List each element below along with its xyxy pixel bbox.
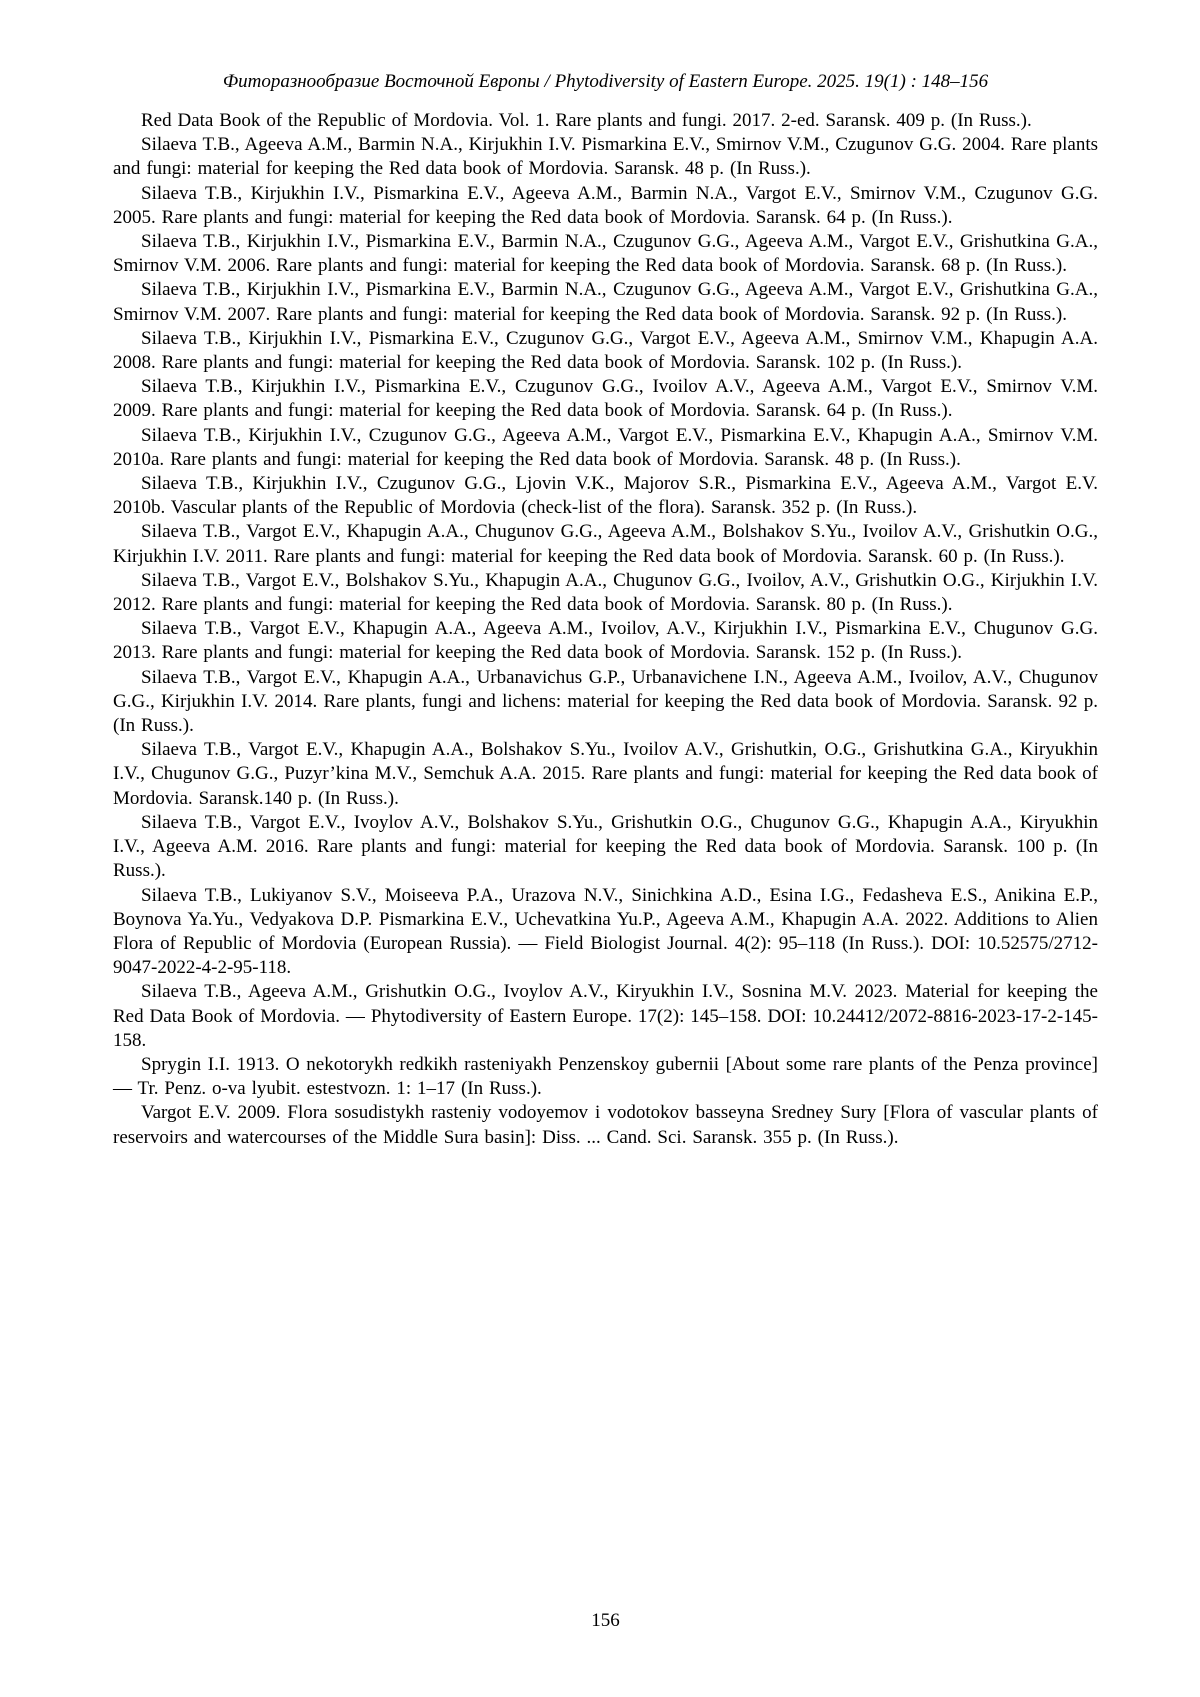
references-list bbox=[113, 109, 1098, 1150]
page-number: 156 bbox=[591, 1610, 620, 1631]
reference-entry: Silaeva T.B., Lukiyanov S.V., Moiseeva P.A., Urazova N.V., Sinichkina A.D., Esina I.G., Fedasheva E.S., Anikina E.P., Boynova Ya.Yu., Vedyakova D.P. Pismarkina E.V., Uchevatkina Yu.P., Ageeva A.M., Khapugin A.A. 2022. Additions to Alien Flora of Republic of Mordovia (European Russia). — Field Biologist Journal. 4(2): 95–118 (In Russ.). DOI: 10.52575/2712-9047-2022-4-2-95-118. bbox=[113, 884, 1098, 979]
reference-entry: Silaeva T.B., Ageeva A.M., Barmin N.A., Kirjukhin I.V. Pismarkina E.V., Smirnov V.M., Czugunov G.G. 2004. Rare plants and fungi: material for keeping the Red data book of Mordovia. Saransk. 48 p. (In Russ.). bbox=[113, 134, 1098, 180]
reference-entry: Silaeva T.B., Kirjukhin I.V., Pismarkina E.V., Barmin N.A., Czugunov G.G., Ageeva A.M., Vargot E.V., Grishutkina G.A., Smirnov V.M. 2007. Rare plants and fungi: material for keeping the Red data book of Mordovia. Saransk. 92 p. (In Russ.). bbox=[113, 279, 1098, 325]
reference-entry: Silaeva T.B., Vargot E.V., Khapugin A.A., Chugunov G.G., Ageeva A.M., Bolshakov S.Yu., Ivoilov A.V., Grishutkin O.G., Kirjukhin I.V. 2011. Rare plants and fungi: material for keeping the Red data book of Mordovia. Saransk. 60 p. (In Russ.). bbox=[113, 521, 1098, 567]
reference-entry: Vargot E.V. 2009. Flora sosudistykh rasteniy vodoyemov i vodotokov basseyna Sredney Sury [Flora of vascular plants of reservoirs and watercourses of the Middle Sura basin]: Diss. ... Cand. Sci. Saransk. 355 p. (In Russ.). bbox=[113, 1102, 1098, 1148]
reference-entry: Silaeva T.B., Vargot E.V., Khapugin A.A., Urbanavichus G.P., Urbanavichene I.N., Ageeva A.M., Ivoilov, A.V., Chugunov G.G., Kirjukhin I.V. 2014. Rare plants, fungi and lichens: material for keeping the Red data book of Mordovia. Saransk. 92 p. (In Russ.). bbox=[113, 666, 1098, 737]
reference-entry: Silaeva T.B., Vargot E.V., Khapugin A.A., Ageeva A.M., Ivoilov, A.V., Kirjukhin I.V., Pismarkina E.V., Chugunov G.G. 2013. Rare plants and fungi: material for keeping the Red data book of Mordovia. Saransk. 152 p. (In Russ.). bbox=[113, 618, 1098, 664]
reference-entry: Silaeva T.B., Ageeva A.M., Grishutkin O.G., Ivoylov A.V., Kiryukhin I.V., Sosnina M.V. 2023. Material for keeping the Red Data Book of Mordovia. — Phytodiversity of Eastern Europe. 17(2): 145–158. DOI: 10.24412/2072-8816-2023-17-2-145-158. bbox=[113, 981, 1098, 1051]
reference-entry: Silaeva T.B., Kirjukhin I.V., Pismarkina E.V., Czugunov G.G., Ivoilov A.V., Ageeva A.M., Vargot E.V., Smirnov V.M. 2009. Rare plants and fungi: material for keeping the Red data book of Mordovia. Saransk. 64 p. (In Russ.). bbox=[113, 376, 1098, 422]
reference-entry: Silaeva T.B., Kirjukhin I.V., Pismarkina E.V., Czugunov G.G., Vargot E.V., Ageeva A.M., Smirnov V.M., Khapugin A.A. 2008. Rare plants and fungi: material for keeping the Red data book of Mordovia. Saransk. 102 p. (In Russ.). bbox=[113, 327, 1098, 374]
journal-running-head: Фиторазнообразие Восточной Европы / Phytodiversity of Eastern Europe. 2025. 19(1) : 148–156 bbox=[222, 71, 989, 92]
reference-entry: Sprygin I.I. 1913. O nekotorykh redkikh rasteniyakh Penzenskoy gubernii [About some rare plants of the Penza province] — Tr. Penz. o-va lyubit. estestvozn. 1: 1–17 (In Russ.). bbox=[113, 1053, 1098, 1100]
reference-entry: Silaeva T.B., Kirjukhin I.V., Czugunov G.G., Ljovin V.K., Majorov S.R., Pismarkina E.V., Ageeva A.M., Vargot E.V. 2010b. Vascular plants of the Republic of Mordovia (check-list of the flora). Saransk. 352 p. (In Russ.). bbox=[113, 473, 1098, 519]
reference-entry: Silaeva T.B., Vargot E.V., Bolshakov S.Yu., Khapugin A.A., Chugunov G.G., Ivoilov, A.V., Grishutkin O.G., Kirjukhin I.V. 2012. Rare plants and fungi: material for keeping the Red data book of Mordovia. Saransk. 80 p. (In Russ.). bbox=[113, 569, 1098, 616]
reference-entry: Silaeva T.B., Kirjukhin I.V., Czugunov G.G., Ageeva A.M., Vargot E.V., Pismarkina E.V., Khapugin A.A., Smirnov V.M. 2010a. Rare plants and fungi: material for keeping the Red data book of Mordovia. Saransk. 48 p. (In Russ.). bbox=[113, 424, 1098, 470]
reference-entry: Silaeva T.B., Kirjukhin I.V., Pismarkina E.V., Ageeva A.M., Barmin N.A., Vargot E.V., Smirnov V.M., Czugunov G.G. 2005. Rare plants and fungi: material for keeping the Red data book of Mordovia. Saransk. 64 p. (In Russ.). bbox=[113, 182, 1098, 228]
reference-entry: Red Data Book of the Republic of Mordovia. Vol. 1. Rare plants and fungi. 2017. 2-ed. Saransk. 409 p. (In Russ.). bbox=[141, 110, 1032, 131]
reference-entry: Silaeva T.B., Vargot E.V., Ivoylov A.V., Bolshakov S.Yu., Grishutkin O.G., Chugunov G.G., Khapugin A.A., Kiryukhin I.V., Ageeva A.M. 2016. Rare plants and fungi: material for keeping the Red data book of Mordovia. Saransk. 100 p. (In Russ.). bbox=[113, 811, 1098, 882]
reference-entry: Silaeva T.B., Kirjukhin I.V., Pismarkina E.V., Barmin N.A., Czugunov G.G., Ageeva A.M., Vargot E.V., Grishutkina G.A., Smirnov V.M. 2006. Rare plants and fungi: material for keeping the Red data book of Mordovia. Saransk. 68 p. (In Russ.). bbox=[113, 231, 1098, 277]
reference-entry: Silaeva T.B., Vargot E.V., Khapugin A.A., Bolshakov S.Yu., Ivoilov A.V., Grishutkin, O.G., Grishutkina G.A., Kiryukhin I.V., Chugunov G.G., Puzyr’kina M.V., Semchuk A.A. 2015. Rare plants and fungi: material for keeping the Red data book of Mordovia. Saransk.140 p. (In Russ.). bbox=[113, 739, 1098, 809]
